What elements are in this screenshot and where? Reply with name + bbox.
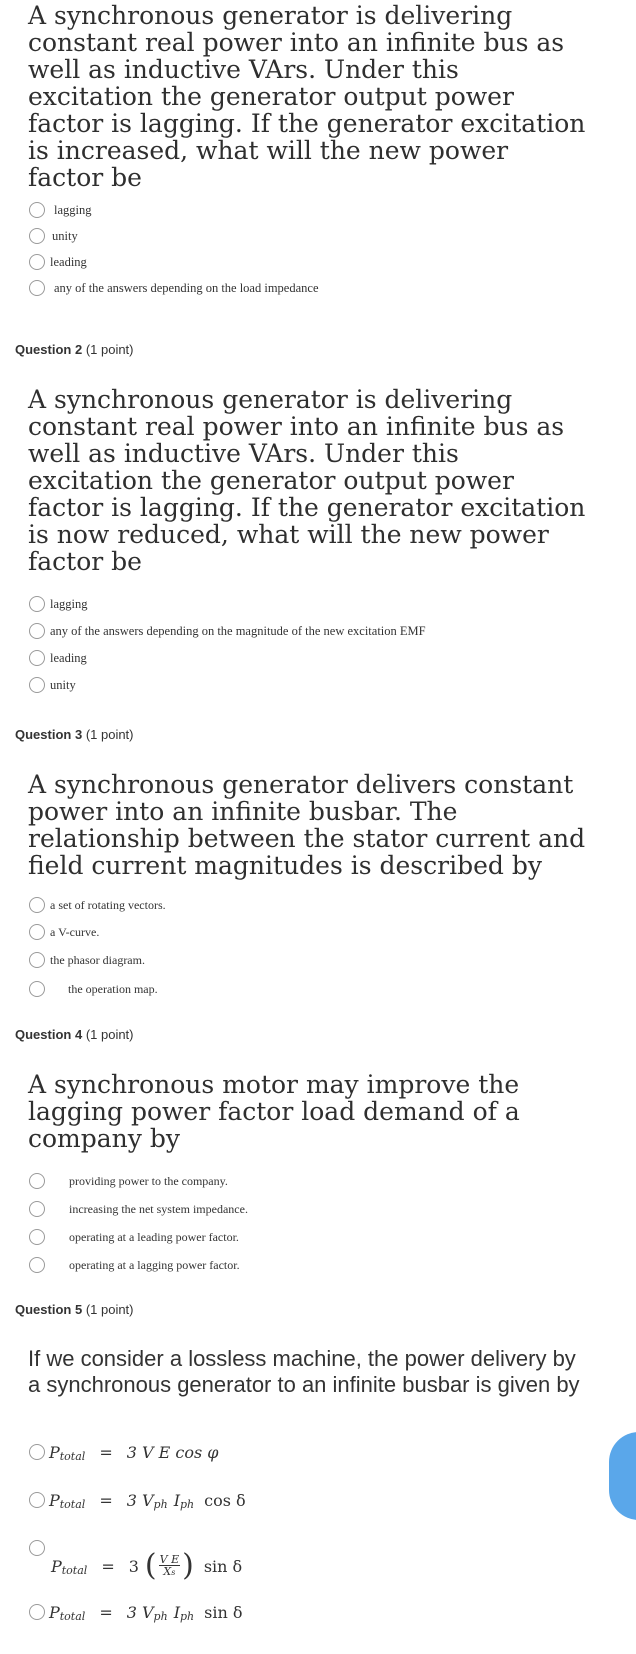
radio-button[interactable] [29,1444,45,1460]
q5-option-4[interactable] [29,1602,243,1622]
radio-button[interactable] [29,596,45,612]
question-4-text: A synchronous motor may improve the lagging power factor load demand of a company by [28,1070,520,1153]
formula: P total = 3 V ph I ph sin δ [49,1602,243,1623]
radio-button[interactable] [29,280,45,296]
formula: P total = 3 V E cos φ [49,1442,219,1463]
q3-option-2[interactable]: a V-curve. [29,922,99,942]
q5-option-1[interactable] [29,1442,218,1462]
q5-option-2[interactable] [29,1490,246,1510]
question-5-header: Question 5 (1 point) [15,1302,134,1317]
radio-button[interactable] [29,952,45,968]
radio-button[interactable] [29,1229,45,1245]
radio-button[interactable] [29,1257,45,1273]
q1-option-2[interactable]: unity [29,226,78,246]
q1-option-1[interactable]: lagging [29,200,92,220]
q2-option-2[interactable]: any of the answers depending on the magnitude of the new excitation EMF [29,621,426,641]
radio-button[interactable] [29,981,45,997]
q2-option-4[interactable]: unity [29,675,76,695]
q4-option-3[interactable]: operating at a leading power factor. [29,1227,239,1247]
radio-button[interactable] [29,924,45,940]
q3-option-3[interactable]: the phasor diagram. [29,950,145,970]
q1-option-4[interactable]: any of the answers depending on the load impedance [29,278,319,298]
question-4-header: Question 4 (1 point) [15,1027,134,1042]
question-2-text: A synchronous generator is delivering constant real power into an infinite bus as well as inductive VArs. Under this excitation the generator output power factor is lagging. If the generator excitation is now reduced, what will the new power factor be [28,385,586,576]
floating-action-button[interactable] [609,1432,636,1520]
question-1-text: A synchronous generator is delivering constant real power into an infinite bus as well as inductive VArs. Under this excitation the generator output power factor is lagging. If the generator excitation is increased, what will the new power factor be [28,1,586,192]
radio-button[interactable] [29,897,45,913]
q4-option-2[interactable]: increasing the net system impedance. [29,1199,248,1219]
question-5-text: If we consider a lossless machine, the power delivery by a synchronous generator to an infinite busbar is given by [28,1346,580,1397]
q4-option-1[interactable]: providing power to the company. [29,1171,228,1191]
q5-option-3[interactable] [29,1540,243,1583]
q3-option-1[interactable]: a set of rotating vectors. [29,895,166,915]
radio-button[interactable] [29,228,45,244]
radio-button[interactable] [29,1540,45,1556]
question-2-header: Question 2 (1 point) [15,342,134,357]
q1-option-3[interactable]: leading [29,252,87,272]
q4-option-4[interactable]: operating at a lagging power factor. [29,1255,240,1275]
q3-option-4[interactable]: the operation map. [29,979,158,999]
question-3-header: Question 3 (1 point) [15,727,134,742]
formula: P total = 3 V ph I ph cos δ [49,1490,246,1511]
radio-button[interactable] [29,650,45,666]
radio-button[interactable] [29,1492,45,1508]
question-3-text: A synchronous generator delivers constant power into an infinite busbar. The relationship between the stator current and field current magnitudes is described by [28,770,586,880]
radio-button[interactable] [29,677,45,693]
q2-option-3[interactable]: leading [29,648,87,668]
radio-button[interactable] [29,254,45,270]
radio-button[interactable] [29,623,45,639]
formula: P total = 3 ( $\frac{\text{V E}}{Xs}$ ) sin δ [51,1548,243,1583]
radio-button[interactable] [29,1201,45,1217]
radio-button[interactable] [29,202,45,218]
radio-button[interactable] [29,1604,45,1620]
radio-button[interactable] [29,1173,45,1189]
q2-option-1[interactable]: lagging [29,594,88,614]
